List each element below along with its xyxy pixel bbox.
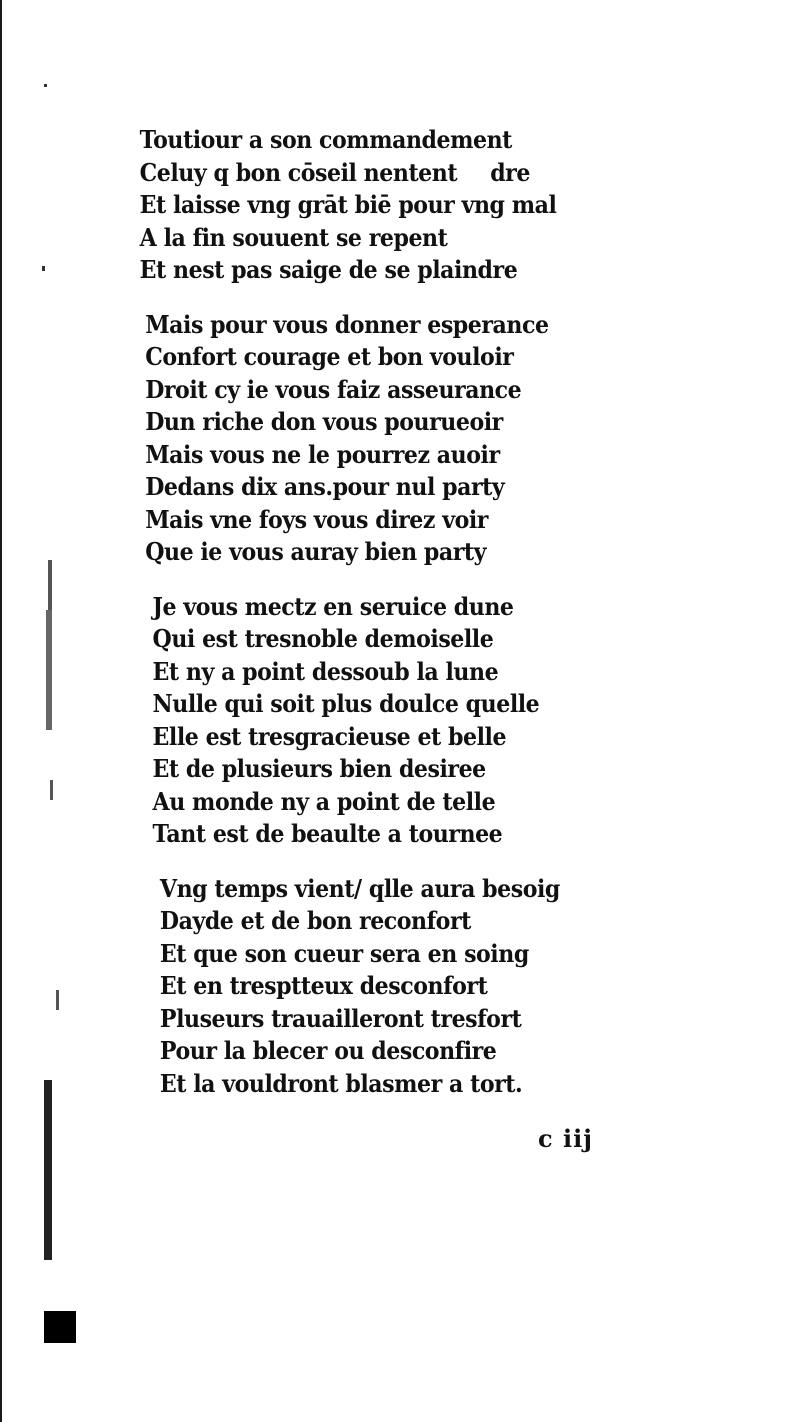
stanza-2: [136, 309, 616, 569]
verse-line: Et de plusieurs bien desiree: [152, 754, 486, 783]
verse-line: Qui est tresnoble demoiselle: [152, 624, 494, 653]
margin-speck: [56, 990, 59, 1010]
verse-line: Pluseurs trauailleront tresfort: [159, 1003, 522, 1033]
verse-line: Confort courage et bon vouloir: [145, 342, 514, 371]
margin-speck: [50, 780, 53, 800]
verse-line-overflow: dre: [490, 157, 530, 187]
verse-line: Et que son cueur sera en soing: [159, 938, 529, 968]
verse-line: Et en tresptteux desconfort: [159, 971, 488, 1000]
verse-line: Dun riche don vous pourueoir: [145, 407, 503, 436]
verse-line: A la fin souuent se repent: [139, 222, 448, 252]
verse-line-text: Celuy q bon cōseil nentent: [139, 157, 458, 187]
verse-line: Tant est de beaulte a tournee: [152, 819, 503, 848]
verse-line: [136, 157, 578, 190]
page-edge-line: [0, 0, 2, 1422]
verse-line: Et ny a point dessoub la lune: [152, 656, 499, 686]
verse-line: Nulle qui soit plus doulce quelle: [152, 689, 540, 718]
poem-text: [136, 124, 616, 1100]
verse-line: Mais vne foys vous direz voir: [145, 504, 488, 534]
margin-speck: [44, 1080, 52, 1260]
stanza-4: [136, 873, 616, 1101]
verse-line: Et laisse vng grāt biē pour vng mal: [139, 190, 557, 219]
verse-line: Dedans dix ans.pour nul party: [145, 472, 505, 501]
verse-line: Pour la blecer ou desconfire: [159, 1036, 497, 1065]
verse-line: Je vous mectz en seruice dune: [152, 591, 514, 621]
margin-speck: [44, 84, 47, 87]
stanza-1: [136, 124, 616, 287]
signature-mark: c iij: [538, 1124, 593, 1153]
verse-line: Que ie vous auray bien party: [145, 537, 487, 566]
verse-line: Elle est tresgracieuse et belle: [152, 721, 507, 751]
verse-line: Droit cy ie vous faiz asseurance: [145, 374, 522, 404]
binding-edge: [0, 0, 60, 1422]
verse-line: Mais pour vous donner esperance: [145, 309, 549, 339]
corner-mark: [44, 1311, 76, 1343]
verse-line: Vng temps vient/ qlle aura besoig: [159, 873, 560, 903]
verse-line: Et la vouldront blasmer a tort.: [159, 1068, 523, 1098]
verse-line: Dayde et de bon reconfort: [159, 906, 471, 935]
verse-line: Au monde ny a point de telle: [152, 786, 496, 816]
margin-speck: [46, 610, 52, 730]
margin-speck: [42, 266, 45, 271]
verse-line: Mais vous ne le pourrez auoir: [145, 439, 500, 469]
verse-line: Toutiour a son commandement: [139, 125, 512, 154]
stanza-3: [136, 591, 616, 851]
verse-line: Et nest pas saige de se plaindre: [139, 255, 518, 284]
